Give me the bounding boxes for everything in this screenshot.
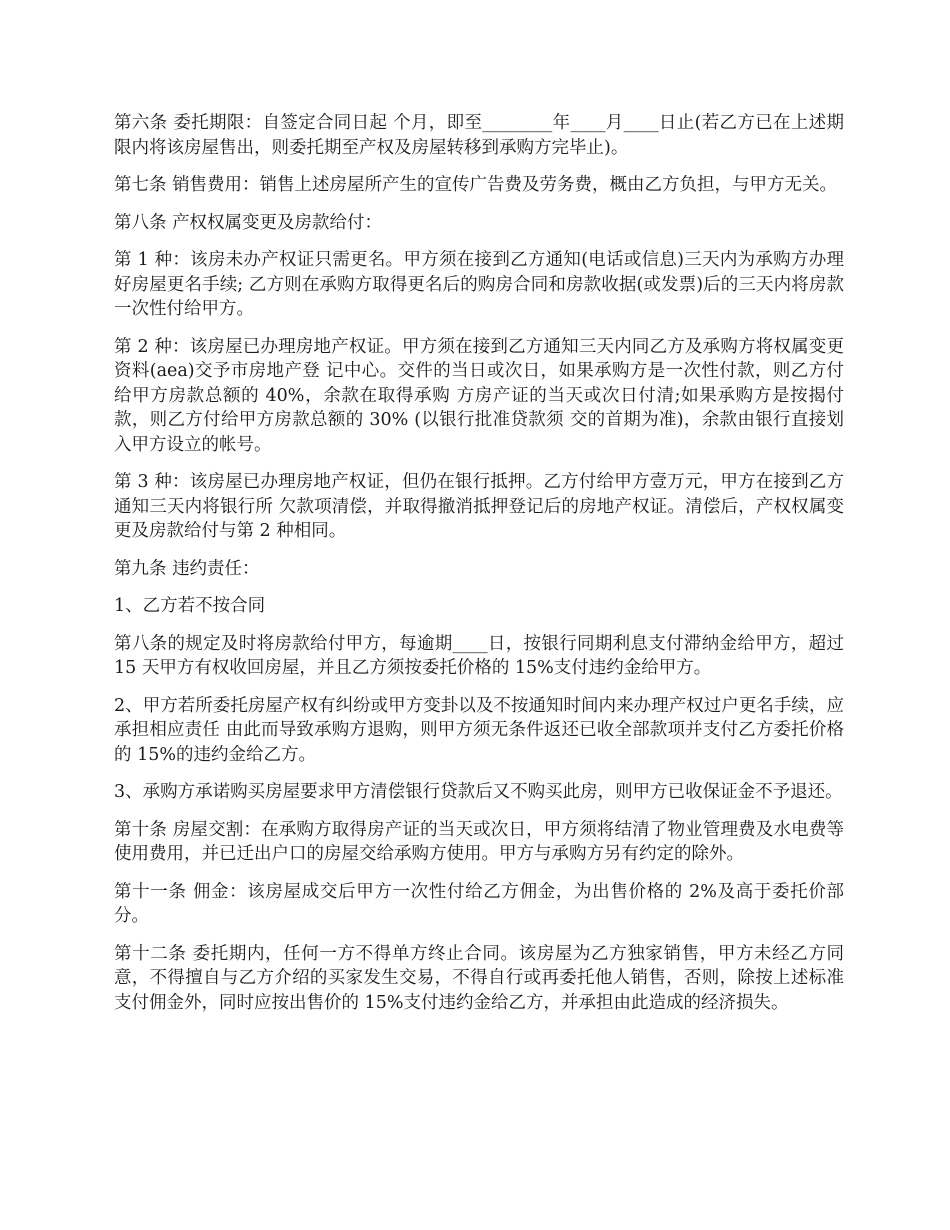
clause-9-item-1-intro: 1、乙方若不按合同 [114, 596, 266, 616]
clause-9-heading: 第九条 违约责任： [114, 558, 260, 579]
document-body [114, 111, 844, 1028]
clause-8-heading: 第八条 产权权属变更及房款给付： [114, 212, 383, 233]
clause-8-option-1: 第 1 种：该房未办产权证只需更名。甲方须在接到乙方通知(电话或信息)三天内为承购方办理好房屋更名手续; 乙方则在承购方取得更名后的购房合同和房款收据(或发票)后的三天内将房款一次性付给甲方。 [114, 250, 844, 319]
clause-7-sales-fees: 第七条 销售费用：销售上述房屋所产生的宣传广告费及劳务费，概由乙方负担，与甲方无关。 [114, 175, 838, 195]
clause-9-item-2: 2、甲方若所委托房屋产权有纠纷或甲方变卦以及不按通知时间内来办理产权过户更名手续，应承担相应责任 由此而导致承购方退购，则甲方须无条件返还已收全部款项并支付乙方委托价格的 15%的违约金给乙方。 [114, 695, 844, 765]
clause-6-term: 第六条 委托期限：自签定合同日起 个月，即至________年____月____日止(若乙方已在上述期限内将该房屋售出，则委托期至产权及房屋转移到承购方完毕止)。 [114, 113, 844, 158]
clause-8-option-3: 第 3 种：该房屋已办理房地产权证，但仍在银行抵押。乙方付给甲方壹万元，甲方在接到乙方通知三天内将银行所 欠款项清偿，并取得撤消抵押登记后的房地产权证。清偿后，产权权属变更及房款给付与第 2 种相同。 [114, 472, 844, 541]
clause-12-exclusivity: 第十二条 委托期内，任何一方不得单方终止合同。该房屋为乙方独家销售，甲方未经乙方同意，不得擅自与乙方介绍的买家发生交易，不得自行或再委托他人销售，否则，除按上述标准支付佣金外，同时应按出售价的 15%支付违约金给乙方，并承担由此造成的经济损失。 [114, 943, 844, 1013]
clause-8-option-2: 第 2 种：该房屋已办理房地产权证。甲方须在接到乙方通知三天内同乙方及承购方将权属变更资料(aea)交予市房地产登 记中心。交件的当日或次日，如果承购方是一次性付款，则乙方付给甲方房款总额的 40%，余款在取得承购 方房产证的当天或次日付清;如果承购方是按揭付款，则乙方付给甲方房款总额的 30% (以银行批准贷款须 交的首期为准)，余款由银行直接划入甲方设立的帐号。 [114, 336, 844, 455]
clause-10-handover: 第十条 房屋交割：在承购方取得房产证的当天或次日，甲方须将结清了物业管理费及水电费等使用费用，并已迁出户口的房屋交给承购方使用。甲方与承购方另有约定的除外。 [114, 819, 844, 864]
clause-11-commission: 第十一条 佣金：该房屋成交后甲方一次性付给乙方佣金，为出售价格的 2%及高于委托价部分。 [114, 881, 844, 926]
clause-9-item-3: 3、承购方承诺购买房屋要求甲方清偿银行贷款后又不购买此房，则甲方已收保证金不予退还。 [114, 782, 843, 802]
clause-9-item-1-detail: 第八条的规定及时将房款给付甲方，每逾期____日，按银行同期利息支付滞纳金给甲方，超过 15 天甲方有权收回房屋，并且乙方须按委托价格的 15%支付违约金给甲方。 [114, 633, 844, 678]
